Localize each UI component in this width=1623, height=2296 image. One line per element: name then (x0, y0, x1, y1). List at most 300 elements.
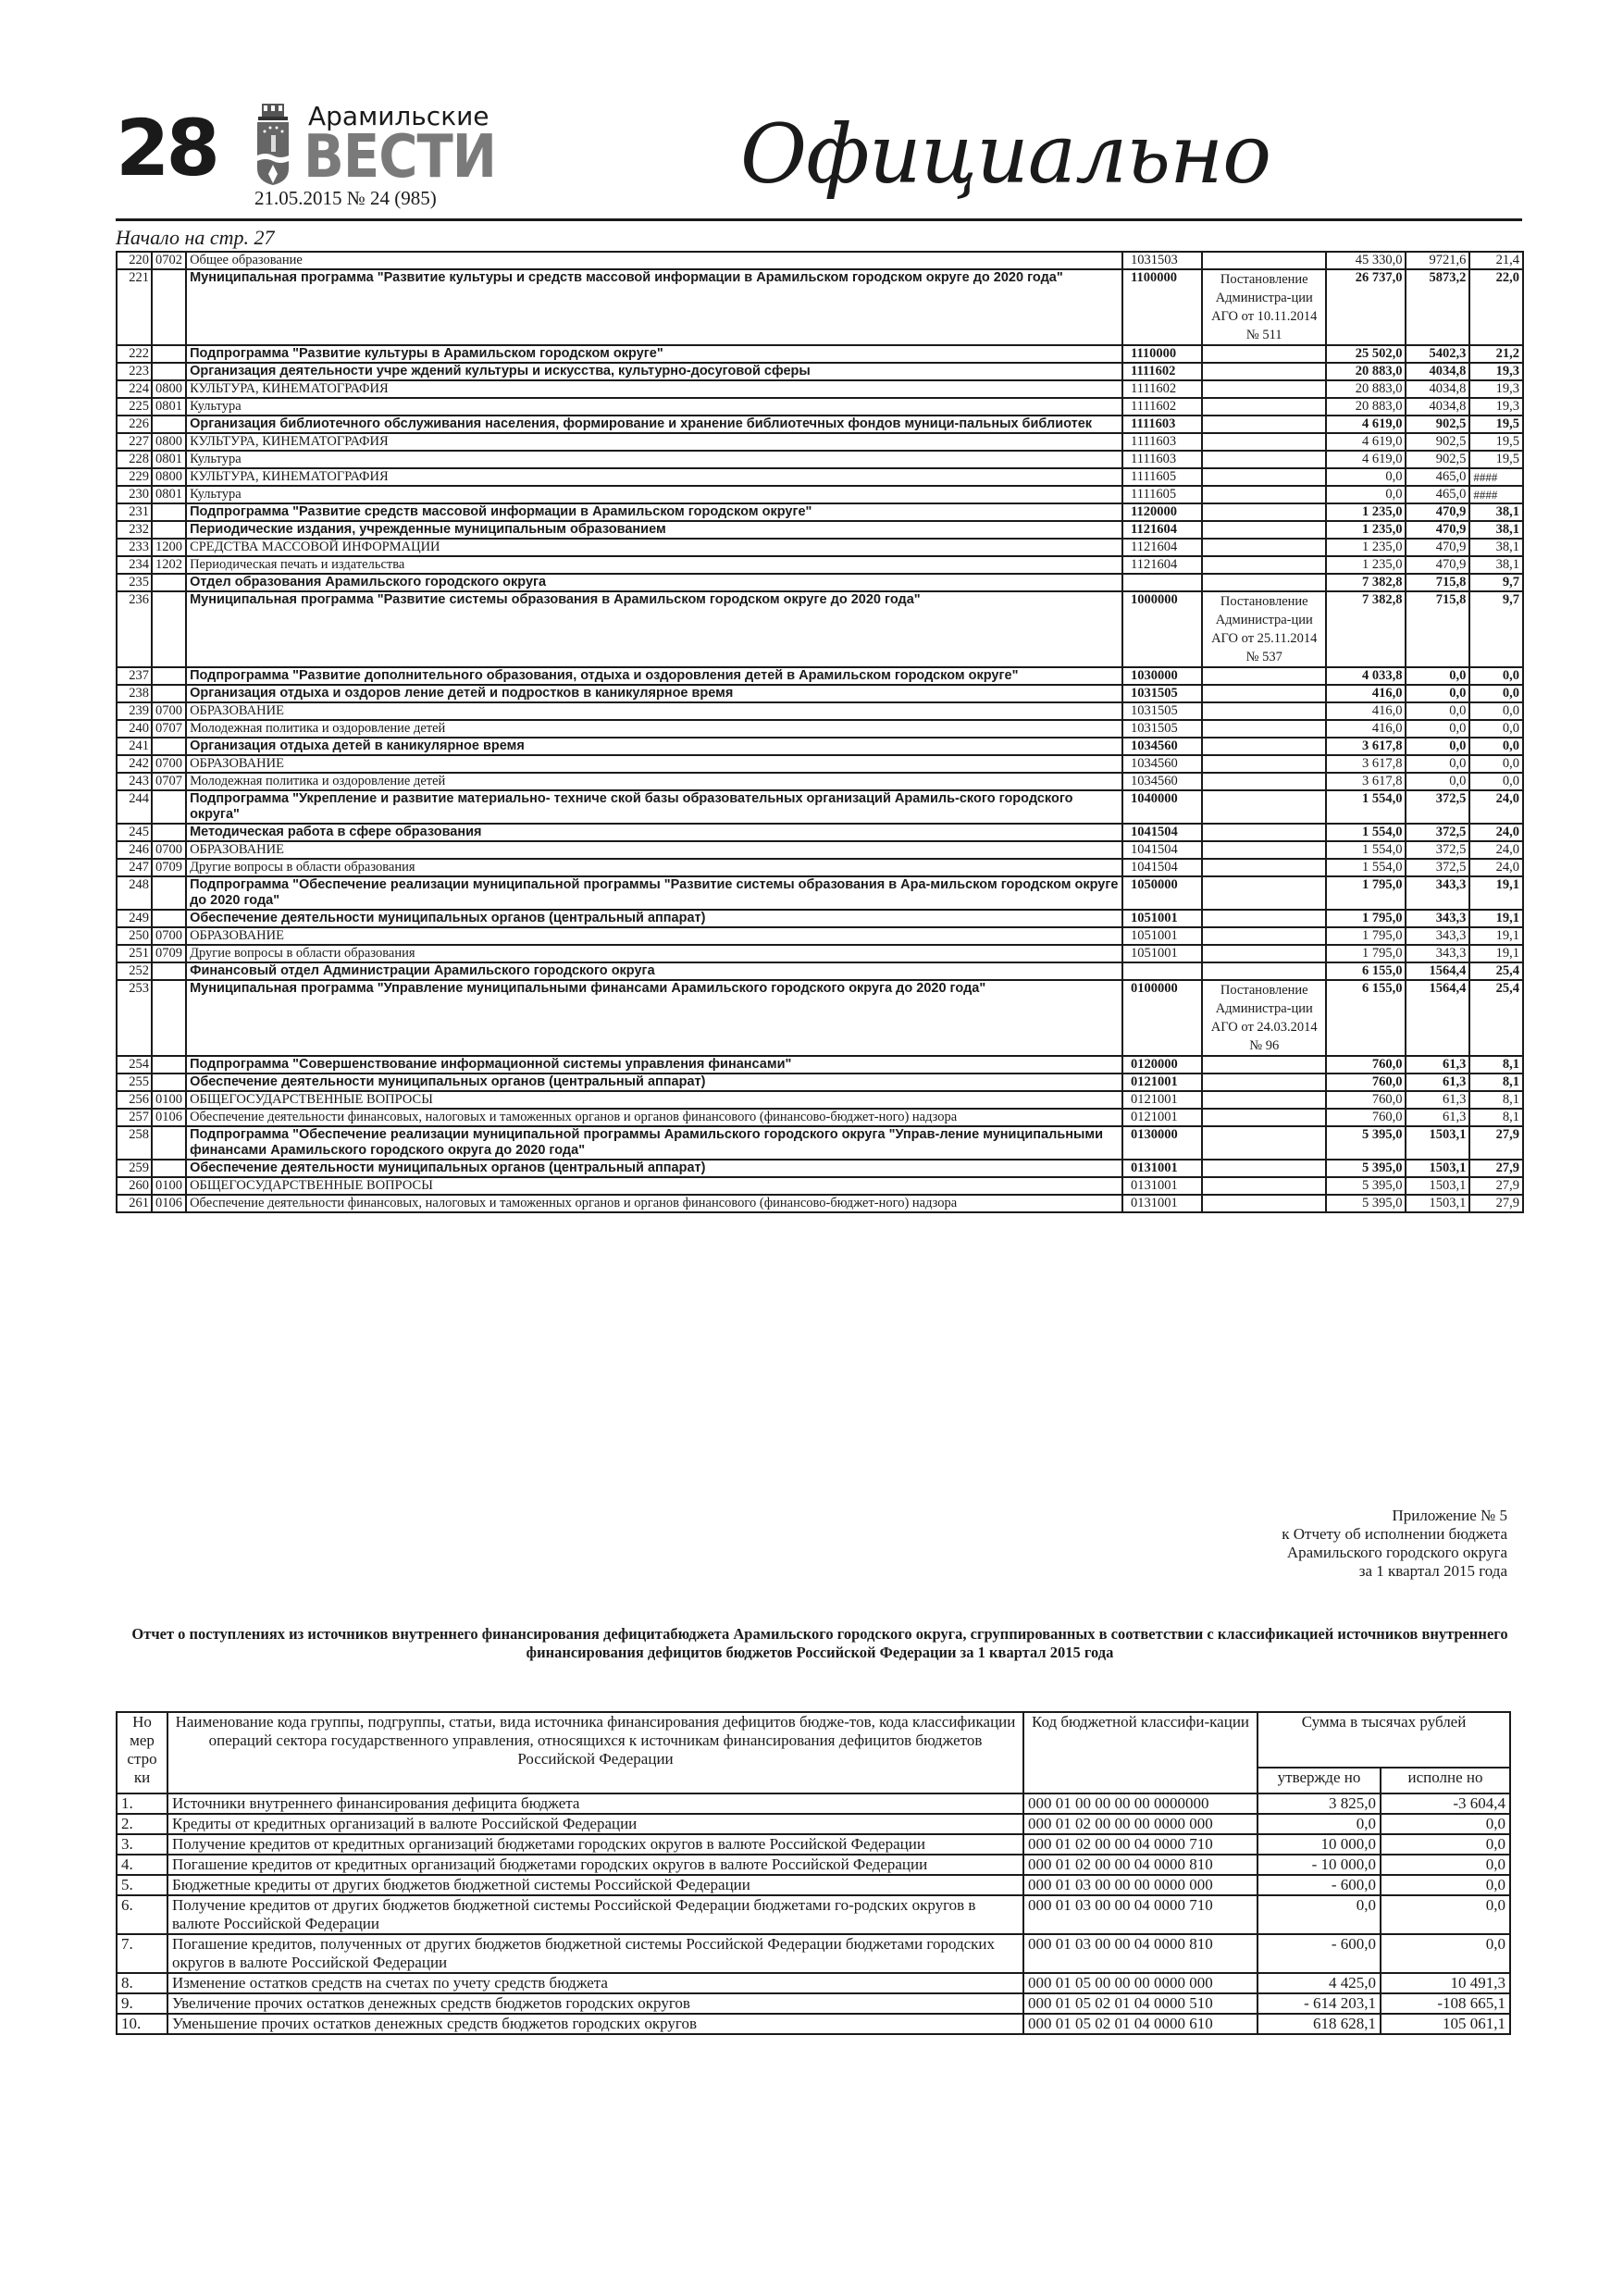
planned-amount: 1 795,0 (1326, 927, 1406, 945)
section-code: 0800 (152, 468, 186, 486)
section-code: 0801 (152, 486, 186, 503)
execution-percent: 8,1 (1469, 1074, 1523, 1091)
budget-code: 000 01 03 00 00 04 0000 710 (1023, 1895, 1258, 1934)
target-code: 1111602 (1122, 380, 1202, 398)
row-number: 227 (117, 433, 152, 451)
target-code: 1111605 (1122, 486, 1202, 503)
execution-percent: 0,0 (1469, 685, 1523, 702)
source-name: Изменение остатков средств на счетах по учету средств бюджета (167, 1973, 1023, 1993)
table-row (117, 345, 1523, 363)
row-number: 225 (117, 398, 152, 416)
planned-amount: 7 382,8 (1326, 591, 1406, 667)
execution-percent: 22,0 (1469, 269, 1523, 345)
planned-amount: 4 033,8 (1326, 667, 1406, 685)
item-name: Подпрограмма "Обеспечение реализации муниципальной программы "Развитие системы образования в Ара-мильском городском округе до 2020 года" (186, 876, 1122, 910)
planned-amount: 760,0 (1326, 1056, 1406, 1074)
planned-amount: 20 883,0 (1326, 398, 1406, 416)
table-row (117, 962, 1523, 980)
table-row (117, 945, 1523, 962)
budget-code: 000 01 05 00 00 00 0000 000 (1023, 1973, 1258, 1993)
executed-amount: 61,3 (1406, 1056, 1469, 1074)
source-name: Получение кредитов от кредитных организаций бюджетами городских округов в валюте Российской Федерации (167, 1834, 1023, 1855)
row-number: 7. (117, 1934, 167, 1973)
table-row (117, 685, 1523, 702)
planned-amount: 1 554,0 (1326, 841, 1406, 859)
table-row (117, 2014, 1510, 2034)
execution-percent: #### (1469, 468, 1523, 486)
legal-act (1202, 486, 1326, 503)
section-code: 0700 (152, 841, 186, 859)
item-name: Молодежная политика и оздоровление детей (186, 720, 1122, 738)
table-row (117, 398, 1523, 416)
table-row (117, 503, 1523, 521)
executed-amount: 715,8 (1406, 591, 1469, 667)
execution-percent: 21,2 (1469, 345, 1523, 363)
execution-percent: 27,9 (1469, 1126, 1523, 1160)
legal-act (1202, 1109, 1326, 1126)
executed-amount: 343,3 (1406, 876, 1469, 910)
legal-act (1202, 503, 1326, 521)
table-row (117, 1195, 1523, 1212)
planned-amount: 4 619,0 (1326, 416, 1406, 433)
execution-percent: 0,0 (1469, 720, 1523, 738)
table-row (117, 1109, 1523, 1126)
executed-amount: 902,5 (1406, 451, 1469, 468)
target-code: 1034560 (1122, 773, 1202, 790)
executed-amount: -108 665,1 (1381, 1993, 1510, 2014)
execution-percent: 19,3 (1469, 398, 1523, 416)
target-code: 1040000 (1122, 790, 1202, 824)
item-name: Подпрограмма "Укрепление и развитие материально- техниче ской базы образовательных организаций Арамиль-ского городского округа" (186, 790, 1122, 824)
item-name: Культура (186, 398, 1122, 416)
execution-percent: 19,5 (1469, 416, 1523, 433)
row-number: 228 (117, 451, 152, 468)
row-number: 242 (117, 755, 152, 773)
planned-amount: 1 795,0 (1326, 910, 1406, 927)
table-row (117, 1895, 1510, 1934)
row-number: 235 (117, 574, 152, 591)
planned-amount: 760,0 (1326, 1109, 1406, 1126)
header-executed: исполне но (1381, 1768, 1510, 1793)
source-name: Погашение кредитов от кредитных организаций бюджетами городских округов в валюте Российской Федерации (167, 1855, 1023, 1875)
table-row (117, 1074, 1523, 1091)
section-code: 0801 (152, 451, 186, 468)
legal-act (1202, 1160, 1326, 1177)
table-row (117, 451, 1523, 468)
section-code (152, 363, 186, 380)
item-name: Муниципальная программа "Развитие культуры и средств массовой информации в Арамильском городском округе до 2020 года" (186, 269, 1122, 345)
table-row (117, 980, 1523, 1056)
table-row (117, 1091, 1523, 1109)
table-row (117, 1875, 1510, 1895)
target-code: 1121604 (1122, 556, 1202, 574)
section-code (152, 790, 186, 824)
executed-amount: 0,0 (1381, 1895, 1510, 1934)
target-code: 1051001 (1122, 910, 1202, 927)
table-row (117, 252, 1523, 269)
paper-name-small: Арамильские (308, 101, 489, 131)
budget-code: 000 01 05 02 01 04 0000 510 (1023, 1993, 1258, 2014)
item-name: Финансовый отдел Администрации Арамильского городского округа (186, 962, 1122, 980)
header-divider (116, 218, 1522, 221)
target-code: 1034560 (1122, 738, 1202, 755)
planned-amount: 45 330,0 (1326, 252, 1406, 269)
legal-act (1202, 1074, 1326, 1091)
legal-act (1202, 1177, 1326, 1195)
section-code: 0106 (152, 1109, 186, 1126)
executed-amount: 372,5 (1406, 824, 1469, 841)
executed-amount: 0,0 (1406, 773, 1469, 790)
execution-percent: #### (1469, 486, 1523, 503)
execution-percent: 0,0 (1469, 773, 1523, 790)
source-name: Кредиты от кредитных организаций в валюте Российской Федерации (167, 1814, 1023, 1834)
item-name: ОБРАЗОВАНИЕ (186, 927, 1122, 945)
source-name: Погашение кредитов, полученных от других бюджетов бюджетной системы Российской Федерации бюджетами городских округов в валюте Российской Федерации (167, 1934, 1023, 1973)
executed-amount: 0,0 (1406, 685, 1469, 702)
planned-amount: 1 235,0 (1326, 521, 1406, 539)
target-code: 1111602 (1122, 363, 1202, 380)
section-code (152, 269, 186, 345)
row-number: 8. (117, 1973, 167, 1993)
executed-amount: 5402,3 (1406, 345, 1469, 363)
item-name: Подпрограмма "Развитие дополнительного образования, отдыха и оздоровления детей в Арамильском городском округе" (186, 667, 1122, 685)
section-title: Официально (740, 106, 1271, 202)
item-name: Организация деятельности учре ждений культуры и искусства, культурно-досуговой сферы (186, 363, 1122, 380)
execution-percent: 38,1 (1469, 539, 1523, 556)
item-name: Организация отдыха детей в каникулярное время (186, 738, 1122, 755)
row-number: 246 (117, 841, 152, 859)
table-row (117, 269, 1523, 345)
row-number: 222 (117, 345, 152, 363)
item-name: Обеспечение деятельности муниципальных органов (центральный аппарат) (186, 1160, 1122, 1177)
section-code: 0801 (152, 398, 186, 416)
legal-act (1202, 252, 1326, 269)
table-row (117, 556, 1523, 574)
source-name: Увеличение прочих остатков денежных средств бюджетов городских округов (167, 1993, 1023, 2014)
execution-percent: 19,3 (1469, 380, 1523, 398)
item-name: Подпрограмма "Развитие культуры в Арамильском городском округе" (186, 345, 1122, 363)
legal-act (1202, 685, 1326, 702)
source-name: Бюджетные кредиты от других бюджетов бюджетной системы Российской Федерации (167, 1875, 1023, 1895)
target-code (1122, 574, 1202, 591)
legal-act (1202, 927, 1326, 945)
executed-amount: 343,3 (1406, 945, 1469, 962)
planned-amount: 3 617,8 (1326, 755, 1406, 773)
executed-amount: 1503,1 (1406, 1126, 1469, 1160)
legal-act (1202, 720, 1326, 738)
approved-amount: 3 825,0 (1258, 1793, 1381, 1814)
approved-amount: 618 628,1 (1258, 2014, 1381, 2034)
row-number: 253 (117, 980, 152, 1056)
sources-table (116, 1711, 1511, 2035)
masthead (116, 102, 1522, 241)
legal-act (1202, 451, 1326, 468)
section-code (152, 962, 186, 980)
section-code (152, 416, 186, 433)
budget-code: 000 01 02 00 00 00 0000 000 (1023, 1814, 1258, 1834)
table-row (117, 790, 1523, 824)
target-code: 1034560 (1122, 755, 1202, 773)
legal-act (1202, 345, 1326, 363)
executed-amount: 105 061,1 (1381, 2014, 1510, 2034)
item-name: Подпрограмма "Развитие средств массовой информации в Арамильском городском округе" (186, 503, 1122, 521)
legal-act (1202, 468, 1326, 486)
row-number: 241 (117, 738, 152, 755)
target-code: 1111603 (1122, 416, 1202, 433)
legal-act (1202, 910, 1326, 927)
target-code: 1111605 (1122, 468, 1202, 486)
table-row (117, 755, 1523, 773)
executed-amount: 61,3 (1406, 1074, 1469, 1091)
table-row (117, 591, 1523, 667)
planned-amount: 26 737,0 (1326, 269, 1406, 345)
section-code: 0702 (152, 252, 186, 269)
execution-percent: 19,5 (1469, 451, 1523, 468)
executed-amount: 0,0 (1406, 702, 1469, 720)
row-number: 259 (117, 1160, 152, 1177)
row-number: 10. (117, 2014, 167, 2034)
header-sum: Сумма в тысячах рублей (1258, 1712, 1510, 1768)
row-number: 256 (117, 1091, 152, 1109)
table-row (117, 521, 1523, 539)
item-name: Методическая работа в сфере образования (186, 824, 1122, 841)
execution-percent: 38,1 (1469, 503, 1523, 521)
approved-amount: 0,0 (1258, 1814, 1381, 1834)
budget-code: 000 01 05 02 01 04 0000 610 (1023, 2014, 1258, 2034)
header-row-number: Но мер стро ки (117, 1712, 167, 1793)
row-number: 238 (117, 685, 152, 702)
target-code: 1031505 (1122, 685, 1202, 702)
target-code: 1051001 (1122, 927, 1202, 945)
item-name: Молодежная политика и оздоровление детей (186, 773, 1122, 790)
section-code (152, 574, 186, 591)
target-code: 1041504 (1122, 859, 1202, 876)
legal-act (1202, 363, 1326, 380)
executed-amount: 0,0 (1381, 1934, 1510, 1973)
row-number: 5. (117, 1875, 167, 1895)
section-code: 0709 (152, 859, 186, 876)
executed-amount: 470,9 (1406, 539, 1469, 556)
row-number: 3. (117, 1834, 167, 1855)
legal-act (1202, 1056, 1326, 1074)
budget-code: 000 01 00 00 00 00 0000000 (1023, 1793, 1258, 1814)
legal-act (1202, 380, 1326, 398)
row-number: 245 (117, 824, 152, 841)
execution-percent: 38,1 (1469, 556, 1523, 574)
legal-act (1202, 521, 1326, 539)
executed-amount: 372,5 (1406, 790, 1469, 824)
executed-amount: 61,3 (1406, 1109, 1469, 1126)
budget-code: 000 01 02 00 00 04 0000 810 (1023, 1855, 1258, 1875)
row-number: 230 (117, 486, 152, 503)
section-code (152, 1160, 186, 1177)
target-code: 1111602 (1122, 398, 1202, 416)
item-name: ОБЩЕГОСУДАРСТВЕННЫЕ ВОПРОСЫ (186, 1091, 1122, 1109)
row-number: 260 (117, 1177, 152, 1195)
executed-amount: 1503,1 (1406, 1160, 1469, 1177)
row-number: 1. (117, 1793, 167, 1814)
table-row (117, 486, 1523, 503)
execution-percent: 8,1 (1469, 1091, 1523, 1109)
legal-act (1202, 416, 1326, 433)
row-number: 255 (117, 1074, 152, 1091)
execution-percent: 27,9 (1469, 1177, 1523, 1195)
execution-percent: 8,1 (1469, 1056, 1523, 1074)
budget-code: 000 01 03 00 00 04 0000 810 (1023, 1934, 1258, 1973)
section-code (152, 685, 186, 702)
section-code: 0106 (152, 1195, 186, 1212)
planned-amount: 1 235,0 (1326, 539, 1406, 556)
legal-act (1202, 945, 1326, 962)
execution-percent: 24,0 (1469, 824, 1523, 841)
executed-amount: 0,0 (1406, 720, 1469, 738)
row-number: 252 (117, 962, 152, 980)
planned-amount: 416,0 (1326, 685, 1406, 702)
executed-amount: 0,0 (1381, 1855, 1510, 1875)
row-number: 236 (117, 591, 152, 667)
continued-from-note: Начало на стр. 27 (116, 226, 275, 249)
section-code (152, 980, 186, 1056)
planned-amount: 20 883,0 (1326, 380, 1406, 398)
item-name: Подпрограмма "Обеспечение реализации муниципальной программы Арамильского городского округа "Управ-ление муниципальными финансами Арамильского городского округа до 2020 года" (186, 1126, 1122, 1160)
planned-amount: 4 619,0 (1326, 451, 1406, 468)
target-code: 0100000 (1122, 980, 1202, 1056)
section-code: 0700 (152, 702, 186, 720)
legal-act (1202, 738, 1326, 755)
header-approved: утвержде но (1258, 1768, 1381, 1793)
target-code: 0130000 (1122, 1126, 1202, 1160)
section-code (152, 876, 186, 910)
executed-amount: 4034,8 (1406, 363, 1469, 380)
legal-act (1202, 1126, 1326, 1160)
legal-act (1202, 667, 1326, 685)
budget-table (116, 251, 1524, 1213)
source-name: Источники внутреннего финансирования дефицита бюджета (167, 1793, 1023, 1814)
section-code: 0707 (152, 720, 186, 738)
row-number: 240 (117, 720, 152, 738)
executed-amount: 10 491,3 (1381, 1973, 1510, 1993)
issue-date-number: 21.05.2015 № 24 (985) (254, 187, 437, 209)
table-row (117, 773, 1523, 790)
row-number: 229 (117, 468, 152, 486)
section-code (152, 1074, 186, 1091)
planned-amount: 416,0 (1326, 720, 1406, 738)
item-name: КУЛЬТУРА, КИНЕМАТОГРАФИЯ (186, 468, 1122, 486)
execution-percent: 27,9 (1469, 1195, 1523, 1212)
row-number: 243 (117, 773, 152, 790)
table-row (117, 468, 1523, 486)
executed-amount: 0,0 (1406, 755, 1469, 773)
section-code: 0709 (152, 945, 186, 962)
executed-amount: 372,5 (1406, 841, 1469, 859)
legal-act (1202, 1195, 1326, 1212)
row-number: 251 (117, 945, 152, 962)
execution-percent: 19,1 (1469, 945, 1523, 962)
target-code (1122, 962, 1202, 980)
item-name: Культура (186, 486, 1122, 503)
table-row (117, 876, 1523, 910)
item-name: Отдел образования Арамильского городского округа (186, 574, 1122, 591)
target-code: 1000000 (1122, 591, 1202, 667)
execution-percent: 27,9 (1469, 1160, 1523, 1177)
planned-amount: 5 395,0 (1326, 1195, 1406, 1212)
table-row (117, 702, 1523, 720)
target-code: 0131001 (1122, 1177, 1202, 1195)
executed-amount: 715,8 (1406, 574, 1469, 591)
section-code (152, 503, 186, 521)
item-name: Обеспечение деятельности муниципальных органов (центральный аппарат) (186, 1074, 1122, 1091)
item-name: Другие вопросы в области образования (186, 859, 1122, 876)
executed-amount: 470,9 (1406, 503, 1469, 521)
item-name: КУЛЬТУРА, КИНЕМАТОГРАФИЯ (186, 433, 1122, 451)
executed-amount: 0,0 (1381, 1814, 1510, 1834)
execution-percent: 25,4 (1469, 980, 1523, 1056)
executed-amount: 9721,6 (1406, 252, 1469, 269)
execution-percent: 9,7 (1469, 591, 1523, 667)
execution-percent: 25,4 (1469, 962, 1523, 980)
target-code: 0121001 (1122, 1109, 1202, 1126)
planned-amount: 5 395,0 (1326, 1177, 1406, 1195)
section-code: 1202 (152, 556, 186, 574)
item-name: Организация отдыха и оздоров ление детей и подростков в каникулярное время (186, 685, 1122, 702)
header-code: Код бюджетной классифи-кации (1023, 1712, 1258, 1793)
row-number: 221 (117, 269, 152, 345)
item-name: Муниципальная программа "Управление муниципальными финансами Арамильского городского округа до 2020 года" (186, 980, 1122, 1056)
planned-amount: 760,0 (1326, 1074, 1406, 1091)
executed-amount: 465,0 (1406, 468, 1469, 486)
table-row (117, 841, 1523, 859)
row-number: 4. (117, 1855, 167, 1875)
table-row (117, 1973, 1510, 1993)
appendix-line: к Отчету об исполнении бюджета (1282, 1525, 1507, 1543)
planned-amount: 6 155,0 (1326, 962, 1406, 980)
legal-act (1202, 556, 1326, 574)
target-code: 1031503 (1122, 252, 1202, 269)
appendix-line: Приложение № 5 (1392, 1507, 1507, 1524)
row-number: 237 (117, 667, 152, 685)
planned-amount: 0,0 (1326, 468, 1406, 486)
appendix-line: Арамильского городского округа (1286, 1544, 1507, 1561)
table-row (117, 738, 1523, 755)
item-name: ОБЩЕГОСУДАРСТВЕННЫЕ ВОПРОСЫ (186, 1177, 1122, 1195)
executed-amount: 4034,8 (1406, 398, 1469, 416)
row-number: 250 (117, 927, 152, 945)
target-code: 0120000 (1122, 1056, 1202, 1074)
execution-percent: 9,7 (1469, 574, 1523, 591)
approved-amount: - 600,0 (1258, 1875, 1381, 1895)
executed-amount: 0,0 (1406, 738, 1469, 755)
planned-amount: 5 395,0 (1326, 1126, 1406, 1160)
target-code: 1111603 (1122, 451, 1202, 468)
executed-amount: 0,0 (1381, 1875, 1510, 1895)
executed-amount: 1564,4 (1406, 980, 1469, 1056)
legal-act (1202, 433, 1326, 451)
execution-percent: 24,0 (1469, 841, 1523, 859)
table-row (117, 574, 1523, 591)
table-row (117, 667, 1523, 685)
row-number: 258 (117, 1126, 152, 1160)
item-name: Общее образование (186, 252, 1122, 269)
planned-amount: 416,0 (1326, 702, 1406, 720)
executed-amount: 0,0 (1381, 1834, 1510, 1855)
page-number: 28 (116, 103, 217, 193)
approved-amount: 10 000,0 (1258, 1834, 1381, 1855)
planned-amount: 7 382,8 (1326, 574, 1406, 591)
planned-amount: 5 395,0 (1326, 1160, 1406, 1177)
item-name: ОБРАЗОВАНИЕ (186, 755, 1122, 773)
section-code (152, 591, 186, 667)
execution-percent: 19,1 (1469, 927, 1523, 945)
